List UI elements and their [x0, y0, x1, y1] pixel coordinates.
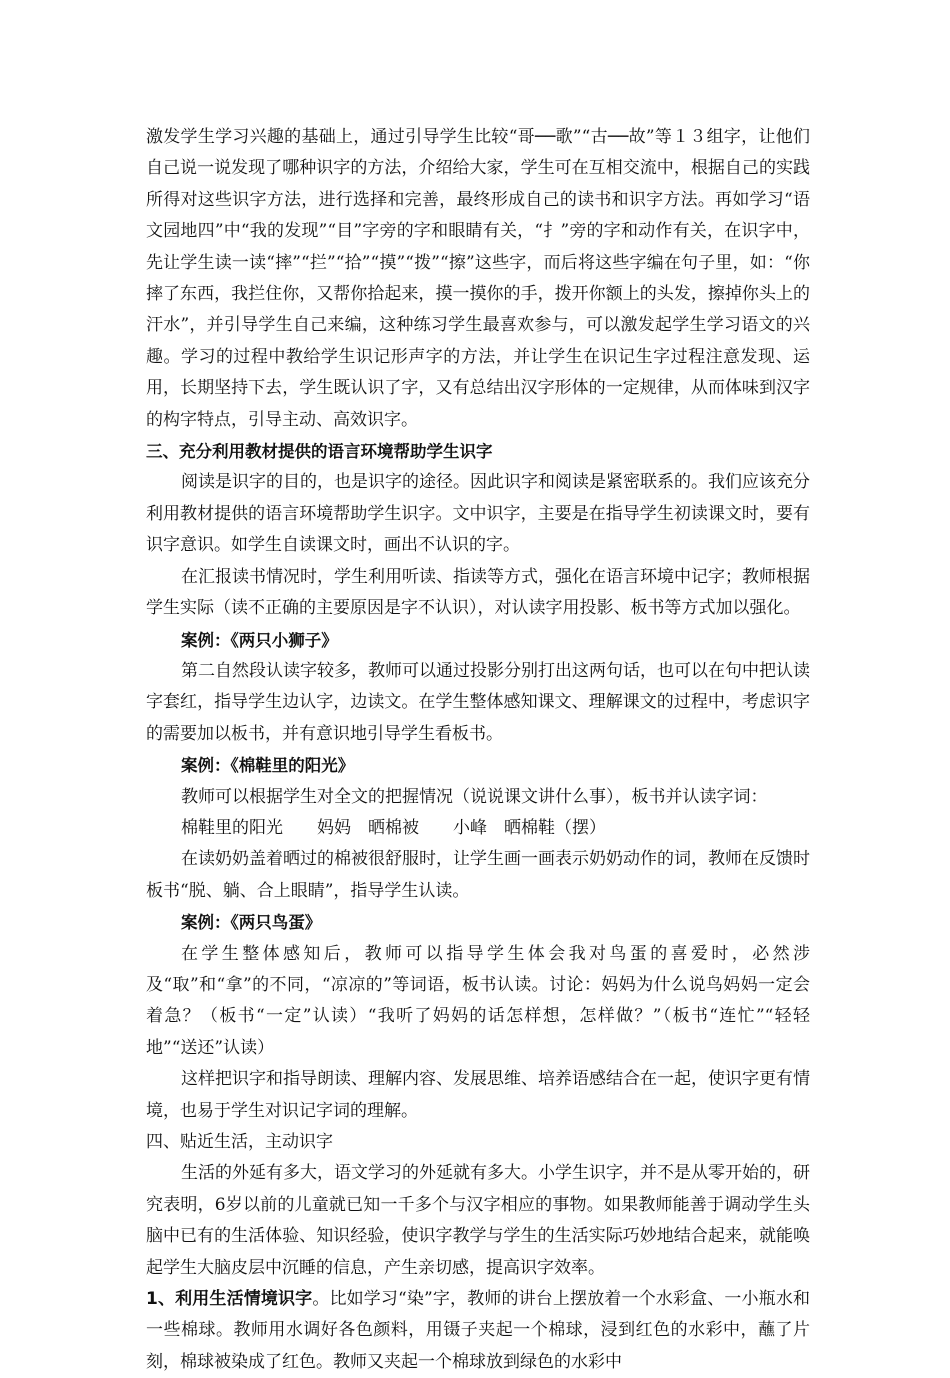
- paragraph-reading-literacy: 阅读是识字的目的，也是识字的途径。因此识字和阅读是紧密联系的。我们应该充分利用教材提供的语言环境帮助学生识字。文中识字，主要是在指导学生初读课文时，要有识字意识。如学生自读课文时，画出不认识的字。: [146, 472, 810, 556]
- paragraph-life-situation: [146, 1284, 810, 1378]
- paragraph-two-lions: 第二自然段认读字较多，教师可以通过投影分别打出这两句话，也可以在句中把认读字套红，指导学生边认字，边读文。在学生整体感知课文、理解课文的过程中，考虑识字的需要加以板书，并有意识地引导学生看板书。: [146, 660, 810, 744]
- case-heading-two-lions: 案例：《两只小狮子》: [181, 630, 338, 650]
- word-list: 棉鞋里的阳光 妈妈 晒棉被 小峰 晒棉鞋（摆）: [181, 817, 606, 838]
- bold-lead-life-situation: 1、利用生活情境识字: [146, 1289, 313, 1310]
- paragraph-cotton-shoes: 教师可以根据学生对全文的把握情况（说说课文讲什么事），板书并认读字词：: [181, 786, 768, 807]
- paragraph-two-eggs: 在学生整体感知后，教师可以指导学生体会我对鸟蛋的喜爱时，必然涉及“取”和“拿”的不同，“凉凉的”等词语，板书认读。讨论：妈妈为什么说鸟妈妈一定会着急？（板书“一定”认读）“我听了妈妈的话怎样想，怎样做？”（板书“连忙”“轻轻地”“送还”认读）: [146, 943, 810, 1058]
- paragraph-report-reading: 在汇报读书情况时，学生利用听读、指读等方式，强化在语言环境中记字；教师根据学生实际（读不正确的主要原因是字不认识），对认读字用投影、板书等方式加以强化。: [146, 566, 810, 619]
- paragraph-life-extension: 生活的外延有多大，语文学习的外延就有多大。小学生识字，并不是从零开始的，研究表明，6岁以前的儿童就已知一千多个与汉字相应的事物。如果教师能善于调动学生头脑中已有的生活体验、知识经验，使识字教学与学生的生活实际巧妙地结合起来，就能唤起学生大脑皮层中沉睡的信息，产生亲切感，提高识字效率。: [146, 1163, 810, 1278]
- document-page: [146, 122, 810, 1378]
- paragraph-intro-continued: 激发学生学习兴趣的基础上，通过引导学生比较“哥──歌”“古──故”等１３组字，让他们自己说一说发现了哪种识字的方法，介绍给大家，学生可在互相交流中，根据自己的实践所得对这些识字方法，进行选择和完善，最终形成自己的读书和识字方法。再如学习“语文园地四”中“我的发现”“目”字旁的字和眼睛有关，“扌”旁的字和动作有关，在识字中，先让学生读一读“摔”“拦”“拾”“摸”“拨”“擦”这些字，而后将这些字编在句子里，如：“你摔了东西，我拦住你，又帮你拾起来，摸一摸你的手，拨开你额上的头发，擦掉你头上的汗水”，并引导学生自己来编，这种练习学生最喜欢参与，可以激发起学生学习语文的兴趣。学习的过程中教给学生识记形声字的方法，并让学生在识记生字过程注意发现、运用，长期坚持下去，学生既认识了字，又有总结出汉字形体的一定规律，从而体味到汉字的构字特点，引导主动、高效识字。: [146, 127, 810, 430]
- paragraph-grandma-action: 在读奶奶盖着晒过的棉被很舒服时，让学生画一画表示奶奶动作的词，教师在反馈时板书“脱、躺、合上眼睛”，指导学生认读。: [146, 849, 810, 901]
- case-heading-two-eggs: 案例：《两只鸟蛋》: [181, 913, 322, 933]
- section-heading-4: 四、贴近生活，主动识字: [146, 1132, 333, 1152]
- paragraph-life-situation-text: 。比如学习“染”字，教师的讲台上摆放着一个水彩盒、一小瓶水和一些棉球。教师用水调好各色颜料，用镊子夹起一个棉球，浸到红色的水彩中，蘸了片刻，棉球被染成了红色。教师又夹起一个棉球放到绿色的水彩中: [146, 1289, 810, 1372]
- case-heading-cotton-shoes: 案例：《棉鞋里的阳光》: [181, 756, 355, 776]
- section-heading-3: 三、充分利用教材提供的语言环境帮助学生识字: [146, 442, 493, 462]
- paragraph-combine-reading: 这样把识字和指导朗读、理解内容、发展思维、培养语感结合在一起，使识字更有情境，也易于学生对识记字词的理解。: [146, 1069, 810, 1121]
